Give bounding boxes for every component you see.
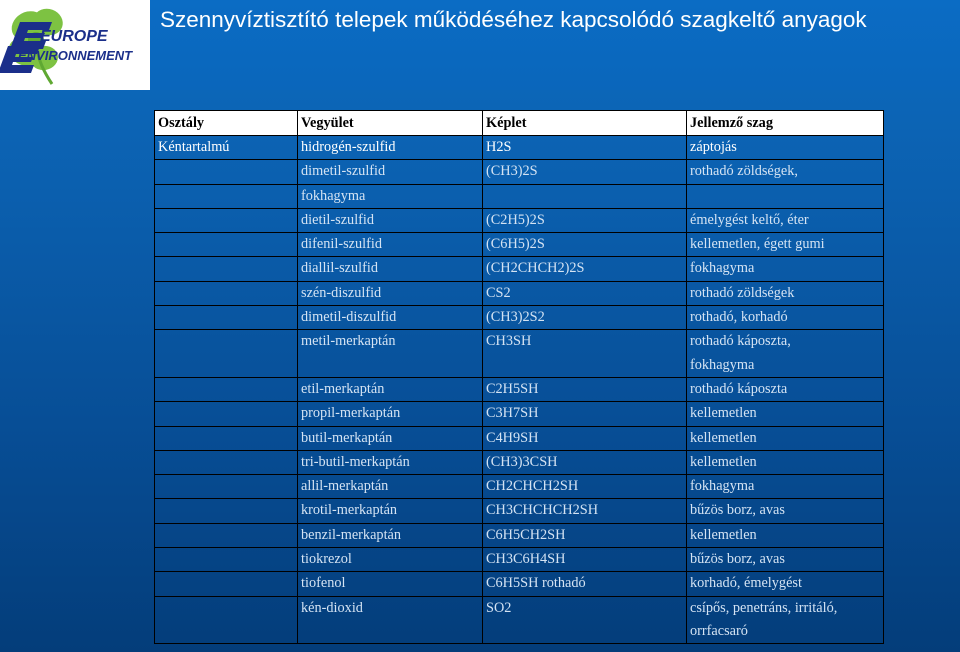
table-row xyxy=(155,402,884,426)
cell-compound: hidrogén-szulfid xyxy=(298,136,483,160)
table-row xyxy=(155,184,884,208)
cell-compound: tiofenol xyxy=(298,572,483,596)
table-row xyxy=(155,208,884,232)
cell-odor: kellemetlen xyxy=(687,450,884,474)
page-title: Szennyvíztisztító telepek működéséhez kapcsolódó szagkeltő anyagok xyxy=(160,7,867,32)
table-row xyxy=(155,306,884,330)
cell-odor: bűzös borz, avas xyxy=(687,499,884,523)
cell-formula: H2S xyxy=(483,136,687,160)
cell-formula: C4H9SH xyxy=(483,426,687,450)
table-row xyxy=(155,548,884,572)
table-row xyxy=(155,499,884,523)
cell-formula xyxy=(483,184,687,208)
cell-class: Kéntartalmú xyxy=(155,136,298,160)
cell-class xyxy=(155,450,298,474)
cell-compound: butil-merkaptán xyxy=(298,426,483,450)
cell-odor: rothadó káposzta xyxy=(687,377,884,401)
cell-formula: CS2 xyxy=(483,281,687,305)
cell-class xyxy=(155,184,298,208)
cell-class xyxy=(155,426,298,450)
cell-class xyxy=(155,402,298,426)
cell-formula: CH3C6H4SH xyxy=(483,548,687,572)
cell-class xyxy=(155,572,298,596)
column-header-odor: Jellemző szag xyxy=(687,111,884,136)
cell-odor: fokhagyma xyxy=(687,257,884,281)
cell-odor-line1: csípős, penetráns, irritáló, xyxy=(690,599,838,616)
company-logo xyxy=(0,0,150,90)
cell-odor: korhadó, émelygést xyxy=(687,572,884,596)
cell-formula: C6H5SH rothadó xyxy=(483,572,687,596)
cell-formula: (C2H5)2S xyxy=(483,208,687,232)
table-header-row xyxy=(155,111,884,136)
table-row xyxy=(155,450,884,474)
cell-odor: rothadó zöldségek xyxy=(687,281,884,305)
cell-class xyxy=(155,281,298,305)
cell-class xyxy=(155,330,298,378)
cell-odor: bűzös borz, avas xyxy=(687,548,884,572)
table-row xyxy=(155,136,884,160)
cell-formula: (C6H5)2S xyxy=(483,233,687,257)
cell-class xyxy=(155,233,298,257)
cell-odor xyxy=(687,184,884,208)
cell-compound: szén-diszulfid xyxy=(298,281,483,305)
cell-formula: CH3CHCHCH2SH xyxy=(483,499,687,523)
cell-class xyxy=(155,208,298,232)
table-row xyxy=(155,257,884,281)
cell-odor: fokhagyma xyxy=(687,475,884,499)
cell-odor: rothadó zöldségek, xyxy=(687,160,884,184)
cell-formula: CH2CHCH2SH xyxy=(483,475,687,499)
table-row xyxy=(155,475,884,499)
cell-odor xyxy=(687,596,884,644)
cell-class xyxy=(155,257,298,281)
cell-compound: benzil-merkaptán xyxy=(298,523,483,547)
column-header-compound: Vegyület xyxy=(298,111,483,136)
cell-formula: C2H5SH xyxy=(483,377,687,401)
cell-class xyxy=(155,160,298,184)
cell-formula: C3H7SH xyxy=(483,402,687,426)
cell-compound: tiokrezol xyxy=(298,548,483,572)
table-row xyxy=(155,596,884,644)
cell-odor: kellemetlen xyxy=(687,402,884,426)
cell-odor: émelygést keltő, éter xyxy=(687,208,884,232)
slide-header xyxy=(0,0,960,90)
cell-odor: rothadó, korhadó xyxy=(687,306,884,330)
column-header-class: Osztály xyxy=(155,111,298,136)
cell-class xyxy=(155,548,298,572)
logo-text-europe: EUROPE xyxy=(40,28,108,45)
logo-text-environnement: ENVIRONNEMENT xyxy=(18,48,133,63)
cell-odor: kellemetlen xyxy=(687,523,884,547)
cell-compound: kén-dioxid xyxy=(298,596,483,644)
cell-compound: tri-butil-merkaptán xyxy=(298,450,483,474)
odor-substances-table xyxy=(154,110,884,644)
cell-odor: kellemetlen, égett gumi xyxy=(687,233,884,257)
cell-compound: allil-merkaptán xyxy=(298,475,483,499)
cell-compound: propil-merkaptán xyxy=(298,402,483,426)
cell-odor-line2: fokhagyma xyxy=(690,356,755,373)
cell-odor xyxy=(687,330,884,378)
table-row xyxy=(155,330,884,378)
column-header-formula: Képlet xyxy=(483,111,687,136)
cell-formula: (CH3)2S2 xyxy=(483,306,687,330)
cell-compound: etil-merkaptán xyxy=(298,377,483,401)
cell-class xyxy=(155,523,298,547)
cell-class xyxy=(155,306,298,330)
cell-compound: fokhagyma xyxy=(298,184,483,208)
table-row xyxy=(155,281,884,305)
table-row xyxy=(155,523,884,547)
cell-compound: metil-merkaptán xyxy=(298,330,483,378)
cell-odor: kellemetlen xyxy=(687,426,884,450)
table-row xyxy=(155,233,884,257)
cell-class xyxy=(155,596,298,644)
cell-compound: diallil-szulfid xyxy=(298,257,483,281)
cell-class xyxy=(155,499,298,523)
cell-formula: (CH2CHCH2)2S xyxy=(483,257,687,281)
table-row xyxy=(155,572,884,596)
cell-odor-line2: orrfacsaró xyxy=(690,622,748,639)
cell-class xyxy=(155,377,298,401)
cell-compound: dimetil-szulfid xyxy=(298,160,483,184)
cell-formula: CH3SH xyxy=(483,330,687,378)
cell-formula: (CH3)3CSH xyxy=(483,450,687,474)
cell-formula: (CH3)2S xyxy=(483,160,687,184)
cell-formula: C6H5CH2SH xyxy=(483,523,687,547)
cell-odor-line1: rothadó káposzta, xyxy=(690,333,791,350)
cell-class xyxy=(155,475,298,499)
cell-odor: záptojás xyxy=(687,136,884,160)
table-row xyxy=(155,377,884,401)
cell-compound: dimetil-diszulfid xyxy=(298,306,483,330)
cell-formula: SO2 xyxy=(483,596,687,644)
cell-compound: krotil-merkaptán xyxy=(298,499,483,523)
cell-compound: dietil-szulfid xyxy=(298,208,483,232)
cell-compound: difenil-szulfid xyxy=(298,233,483,257)
table-row xyxy=(155,426,884,450)
table-row xyxy=(155,160,884,184)
